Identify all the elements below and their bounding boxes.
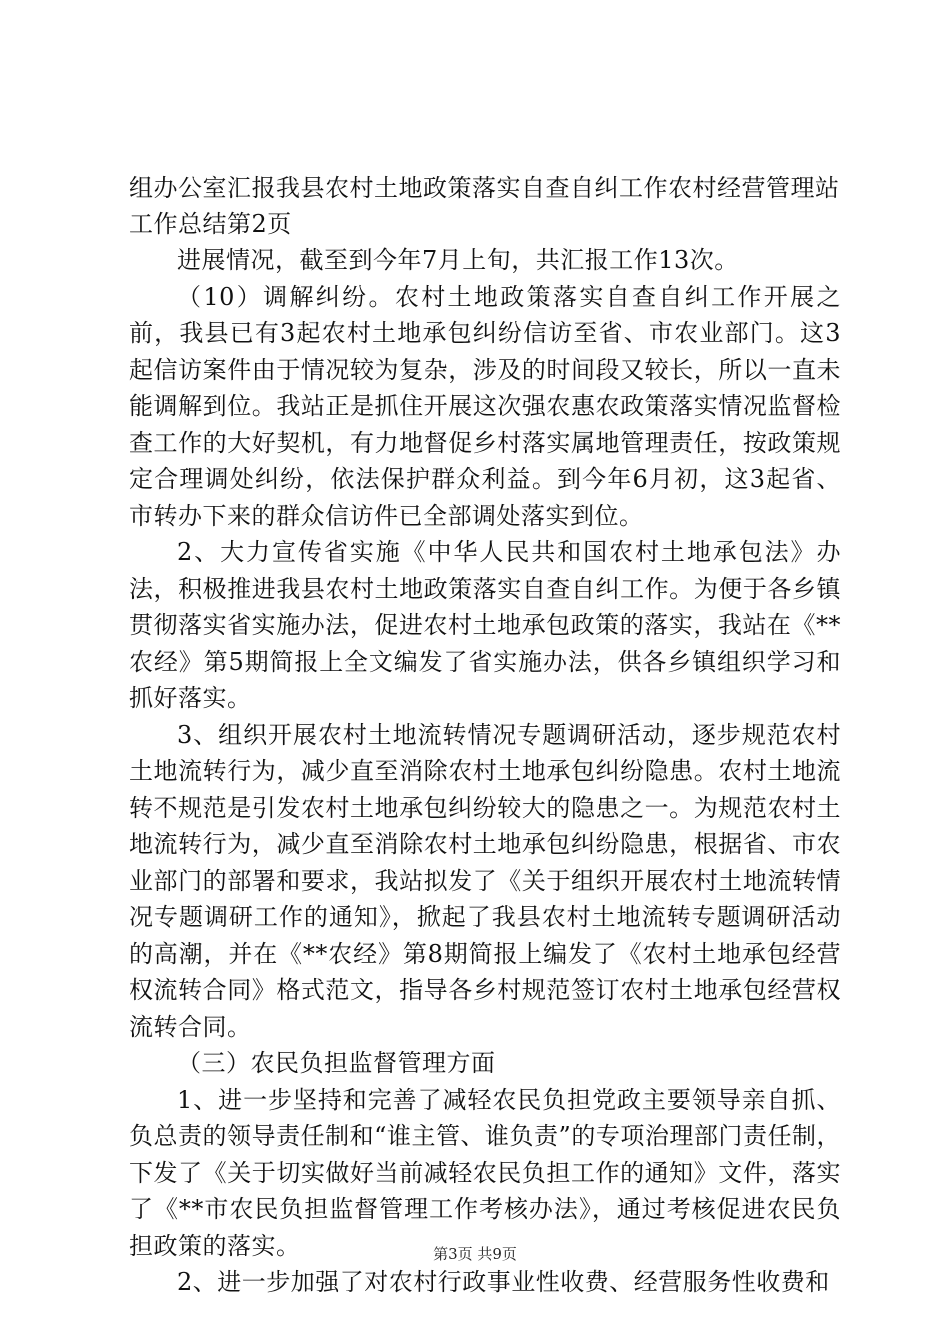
section-heading-farmer-burden: （三）农民负担监督管理方面 [177,1049,496,1077]
paragraph-burden-responsibility: 1、进一步坚持和完善了减轻农民负担党政主要领导亲自抓、负总责的领导责任制和“谁主管、谁负责”的专项治理部门责任制，下发了《关于切实做好当前减轻农民负担工作的通知》文件，落实了《**市农民负担监督管理工作考核办法》，通过考核促进农民负担政策的落实。 [129,1085,841,1260]
paragraph-mediate-disputes: （10）调解纠纷。农村土地政策落实自查自纠工作开展之前，我县已有3起农村土地承包纠纷信访至省、市农业部门。这3起信访案件由于情况较为复杂，涉及的时间段又较长，所以一直未能调解到位。我站正是抓住开展这次强农惠农政策落实情况监督检查工作的大好契机，有力地督促乡村落实属地管理责任，按政策规定合理调处纠纷，依法保护群众利益。到今年6月初，这3起省、市转办下来的群众信访件已全部调处落实到位。 [129,282,841,530]
document-body [129,170,841,1301]
paragraph-publicize-law: 2、大力宣传省实施《中华人民共和国农村土地承包法》办法，积极推进我县农村土地政策落实自查自纠工作。为便于各乡镇贯彻落实省实施办法，促进农村土地承包政策的落实，我站在《**农经》第5期简报上全文编发了省实施办法，供各乡镇组织学习和抓好落实。 [129,538,841,712]
page-number-footer: 第3页 共9页 [433,1245,517,1263]
paragraph-land-transfer-research: 3、组织开展农村土地流转情况专题调研活动，逐步规范农村土地流转行为，减少直至消除农村土地承包纠纷隐患。农村土地流转不规范是引发农村土地承包纠纷较大的隐患之一。为规范农村土地流转行为，减少直至消除农村土地承包纠纷隐患，根据省、市农业部门的部署和要求，我站拟发了《关于组织开展农村土地流转情况专题调研工作的通知》，掀起了我县农村土地流转专题调研活动的高潮，并在《**农经》第8期简报上编发了《农村土地承包经营权流转合同》格式范文，指导各乡村规范签订农村土地承包经营权流转合同。 [129,720,841,1041]
document-title: 组办公室汇报我县农村土地政策落实自查自纠工作农村经营管理站工作总结第2页 [129,174,840,238]
paragraph-fee-supervision: 2、进一步加强了对农村行政事业性收费、经营服务性收费和 [177,1268,830,1296]
paragraph-progress: 进展情况，截至到今年7月上旬，共汇报工作13次。 [177,246,739,274]
